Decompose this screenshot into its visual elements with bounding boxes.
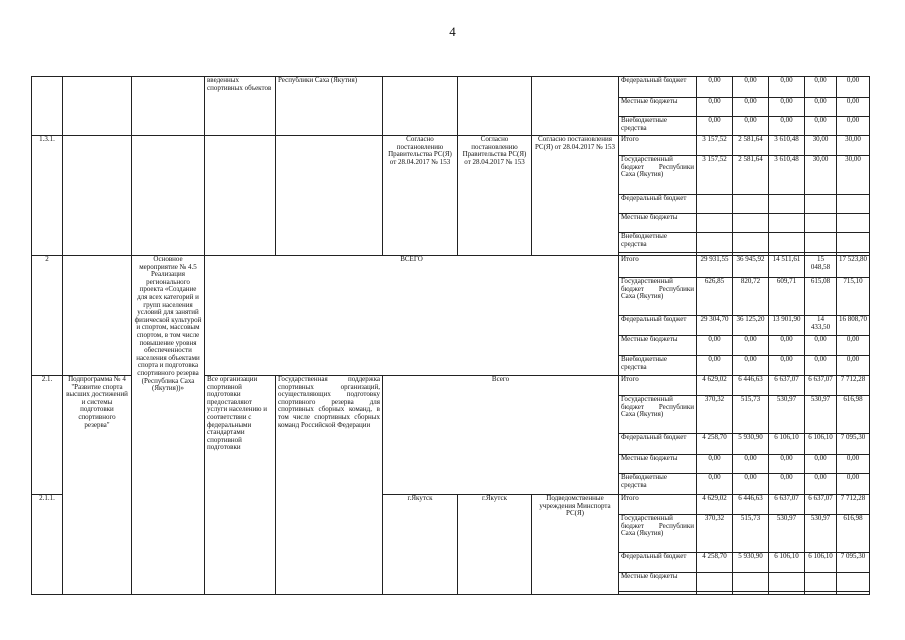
value-cell: 4 629,02 <box>697 376 733 396</box>
value-cell: 370,32 <box>697 515 733 553</box>
value-cell: 0,00 <box>769 98 805 117</box>
value-cell: 0,00 <box>769 474 805 495</box>
value-cell: 0,00 <box>805 455 837 474</box>
value-cell: 616,98 <box>837 515 870 553</box>
value-cell: 7 712,28 <box>837 495 870 515</box>
source-label: Федеральный бюджет <box>619 316 697 336</box>
value-cell: 36 945,92 <box>733 256 769 278</box>
value-cell <box>733 573 769 592</box>
value-cell: 0,00 <box>805 336 837 356</box>
support-text: Государственная поддержка спортивных организаций, осуществляющих подготовку спортивного резерва для спортивных сборных команд, в том числе спортивных сборных команд Российской Федерации <box>276 376 383 595</box>
source-label: Федеральный бюджет <box>619 553 697 573</box>
value-cell: 530,97 <box>769 515 805 553</box>
value-cell: 0,00 <box>805 117 837 136</box>
value-cell <box>837 233 870 253</box>
doc-cell <box>532 77 619 136</box>
value-cell: 0,00 <box>697 117 733 136</box>
document-reference: Согласно постановления РС(Я) от 28.04.2017 № 153 <box>532 136 619 256</box>
value-cell: 30,00 <box>805 136 837 156</box>
value-cell: 0,00 <box>733 455 769 474</box>
source-label: Итого <box>619 136 697 156</box>
num-cell <box>32 77 63 136</box>
value-cell: 0,00 <box>697 455 733 474</box>
value-cell <box>805 195 837 214</box>
value-cell: 6 637,07 <box>769 495 805 515</box>
value-cell: 4 629,02 <box>697 495 733 515</box>
value-cell: 0,00 <box>837 474 870 495</box>
value-cell <box>733 214 769 233</box>
table-row <box>32 136 870 156</box>
value-cell: 0,00 <box>697 336 733 356</box>
value-cell: 14 433,50 <box>805 316 837 336</box>
source-label: Федеральный бюджет <box>619 434 697 455</box>
value-cell: 515,73 <box>733 515 769 553</box>
value-cell: 6 637,07 <box>769 376 805 396</box>
value-cell: 2 581,64 <box>733 136 769 156</box>
source-label: Внебюджетные средства <box>619 356 697 376</box>
value-cell: 5 930,90 <box>733 434 769 455</box>
source-label: Итого <box>619 256 697 278</box>
value-cell: 6 106,10 <box>769 434 805 455</box>
value-cell <box>697 195 733 214</box>
region-cell: Республики Саха (Якутия) <box>276 77 383 136</box>
value-cell: 7 712,28 <box>837 376 870 396</box>
row-number: 2.1.1. <box>32 495 63 595</box>
value-cell: 615,08 <box>805 278 837 316</box>
agency-cell: Подведомственные учреждения Минспорта РС(Я) <box>532 495 619 595</box>
value-cell: 5 930,90 <box>733 553 769 573</box>
table-row <box>32 256 870 278</box>
value-cell <box>733 233 769 253</box>
source-label: Внебюджетные средства <box>619 117 697 136</box>
value-cell: 0,00 <box>769 77 805 98</box>
source-label: Местные бюджеты <box>619 573 697 592</box>
budget-table <box>31 76 870 595</box>
source-label: Местные бюджеты <box>619 214 697 233</box>
total-label: Всего <box>383 376 619 495</box>
source-label: Местные бюджеты <box>619 336 697 356</box>
value-cell: 7 095,30 <box>837 434 870 455</box>
program-cell <box>63 77 132 136</box>
value-cell: 0,00 <box>837 356 870 376</box>
value-cell: 6 446,63 <box>733 495 769 515</box>
value-cell <box>805 233 837 253</box>
value-cell <box>733 195 769 214</box>
value-cell: 0,00 <box>733 77 769 98</box>
value-cell <box>697 214 733 233</box>
source-label: Внебюджетные средства <box>619 233 697 253</box>
subprogram-title: Подпрограмма № 4 "Развитие спорта высших достижений и системы подготовки спортивного резерва" <box>63 376 132 595</box>
doc-cell <box>458 77 532 136</box>
value-cell: 29 931,55 <box>697 256 733 278</box>
value-cell <box>769 195 805 214</box>
value-cell: 0,00 <box>697 474 733 495</box>
value-cell: 3 157,52 <box>697 136 733 156</box>
value-cell: 820,72 <box>733 278 769 316</box>
main-event-description: Основное мероприятие № 4.5 Реализация регионального проекта «Создание для всех категорий и групп населения условий для занятий физической культурой и спортом, массовым спортом, в том числе повышение уровня обеспеченности населения объектами спорта и подготовка спортивного резерва (Республика Саха (Якутия))» <box>132 256 205 595</box>
value-cell: 6 446,63 <box>733 376 769 396</box>
document-reference: Согласно постановлению Правительства РС(Я) от 28.04.2017 № 153 <box>383 136 458 256</box>
value-cell: 30,00 <box>837 136 870 156</box>
source-label: Внебюджетные средства <box>619 474 697 495</box>
value-cell: 29 304,70 <box>697 316 733 336</box>
value-cell: 626,85 <box>697 278 733 316</box>
source-label: Федеральный бюджет <box>619 77 697 98</box>
event-cell <box>132 136 205 256</box>
value-cell: 0,00 <box>733 98 769 117</box>
value-cell <box>837 214 870 233</box>
value-cell: 13 901,90 <box>769 316 805 336</box>
value-cell: 30,00 <box>837 156 870 195</box>
value-cell: 0,00 <box>837 117 870 136</box>
value-cell <box>769 233 805 253</box>
value-cell: 0,00 <box>697 98 733 117</box>
source-label: Государственный бюджет Республики Саха (Якутия) <box>619 156 697 195</box>
value-cell: 14 511,61 <box>769 256 805 278</box>
value-cell: 0,00 <box>837 336 870 356</box>
event-desc-cell: введенных спортивных объектов <box>205 77 276 136</box>
value-cell: 4 258,70 <box>697 553 733 573</box>
value-cell: 16 808,70 <box>837 316 870 336</box>
value-cell: 0,00 <box>733 356 769 376</box>
city-cell: г.Якутск <box>458 495 532 595</box>
organizations-text: Все организации спортивной подготовки предоставляют услуги населению и соответствии с федеральными стандартами спортивной подготовки <box>205 376 276 595</box>
value-cell <box>733 592 769 595</box>
value-cell: 0,00 <box>733 336 769 356</box>
value-cell <box>769 592 805 595</box>
value-cell: 0,00 <box>697 356 733 376</box>
value-cell: 0,00 <box>805 474 837 495</box>
value-cell: 0,00 <box>837 77 870 98</box>
value-cell: 0,00 <box>733 117 769 136</box>
value-cell: 3 610,48 <box>769 156 805 195</box>
value-cell: 15 048,58 <box>805 256 837 278</box>
program-cell <box>63 256 132 376</box>
value-cell: 0,00 <box>769 455 805 474</box>
source-label: Итого <box>619 495 697 515</box>
total-label: ВСЕГО <box>205 256 619 376</box>
value-cell: 0,00 <box>697 77 733 98</box>
value-cell <box>769 573 805 592</box>
value-cell <box>697 573 733 592</box>
value-cell: 0,00 <box>805 77 837 98</box>
source-label: Государственный бюджет Республики Саха (Якутия) <box>619 396 697 434</box>
value-cell: 2 581,64 <box>733 156 769 195</box>
value-cell <box>837 573 870 592</box>
value-cell: 0,00 <box>769 117 805 136</box>
value-cell: 6 637,07 <box>805 495 837 515</box>
row-number: 1.3.1. <box>32 136 63 256</box>
value-cell: 370,32 <box>697 396 733 434</box>
source-label: Местные бюджеты <box>619 98 697 117</box>
value-cell: 0,00 <box>769 356 805 376</box>
event-cell <box>132 77 205 136</box>
value-cell: 0,00 <box>837 98 870 117</box>
value-cell: 715,10 <box>837 278 870 316</box>
value-cell <box>805 573 837 592</box>
document-reference: Согласно постановлению Правительства РС(Я) от 28.04.2017 № 153 <box>458 136 532 256</box>
table-row <box>32 77 870 98</box>
value-cell: 0,00 <box>769 336 805 356</box>
page-number: 4 <box>449 24 456 39</box>
value-cell <box>837 592 870 595</box>
value-cell: 30,00 <box>805 156 837 195</box>
row-number: 2 <box>32 256 63 376</box>
value-cell: 6 106,10 <box>805 553 837 573</box>
value-cell: 530,97 <box>805 515 837 553</box>
value-cell: 36 125,20 <box>733 316 769 336</box>
value-cell <box>697 233 733 253</box>
source-label: Государственный бюджет Республики Саха (Якутия) <box>619 515 697 553</box>
value-cell: 6 106,10 <box>805 434 837 455</box>
value-cell: 6 637,07 <box>805 376 837 396</box>
value-cell <box>805 214 837 233</box>
doc-cell <box>383 77 458 136</box>
value-cell: 7 095,30 <box>837 553 870 573</box>
value-cell: 17 523,80 <box>837 256 870 278</box>
source-label: Итого <box>619 376 697 396</box>
value-cell: 0,00 <box>805 356 837 376</box>
value-cell: 6 106,10 <box>769 553 805 573</box>
value-cell <box>697 592 733 595</box>
value-cell: 0,00 <box>733 474 769 495</box>
value-cell: 3 610,48 <box>769 136 805 156</box>
source-label: Государственный бюджет Республики Саха (Якутия) <box>619 278 697 316</box>
region-cell <box>276 136 383 256</box>
value-cell: 0,00 <box>805 98 837 117</box>
city-cell: г.Якутск <box>383 495 458 595</box>
value-cell <box>769 214 805 233</box>
value-cell: 616,98 <box>837 396 870 434</box>
row-number: 2.1. <box>32 376 63 495</box>
value-cell: 0,00 <box>837 455 870 474</box>
source-label: Местные бюджеты <box>619 455 697 474</box>
value-cell: 609,71 <box>769 278 805 316</box>
value-cell: 530,97 <box>805 396 837 434</box>
value-cell <box>837 195 870 214</box>
source-label <box>619 592 697 595</box>
source-label: Федеральный бюджет <box>619 195 697 214</box>
event-desc-cell <box>205 136 276 256</box>
value-cell <box>805 592 837 595</box>
program-cell <box>63 136 132 256</box>
value-cell: 530,97 <box>769 396 805 434</box>
value-cell: 515,73 <box>733 396 769 434</box>
value-cell: 3 157,52 <box>697 156 733 195</box>
value-cell: 4 258,70 <box>697 434 733 455</box>
